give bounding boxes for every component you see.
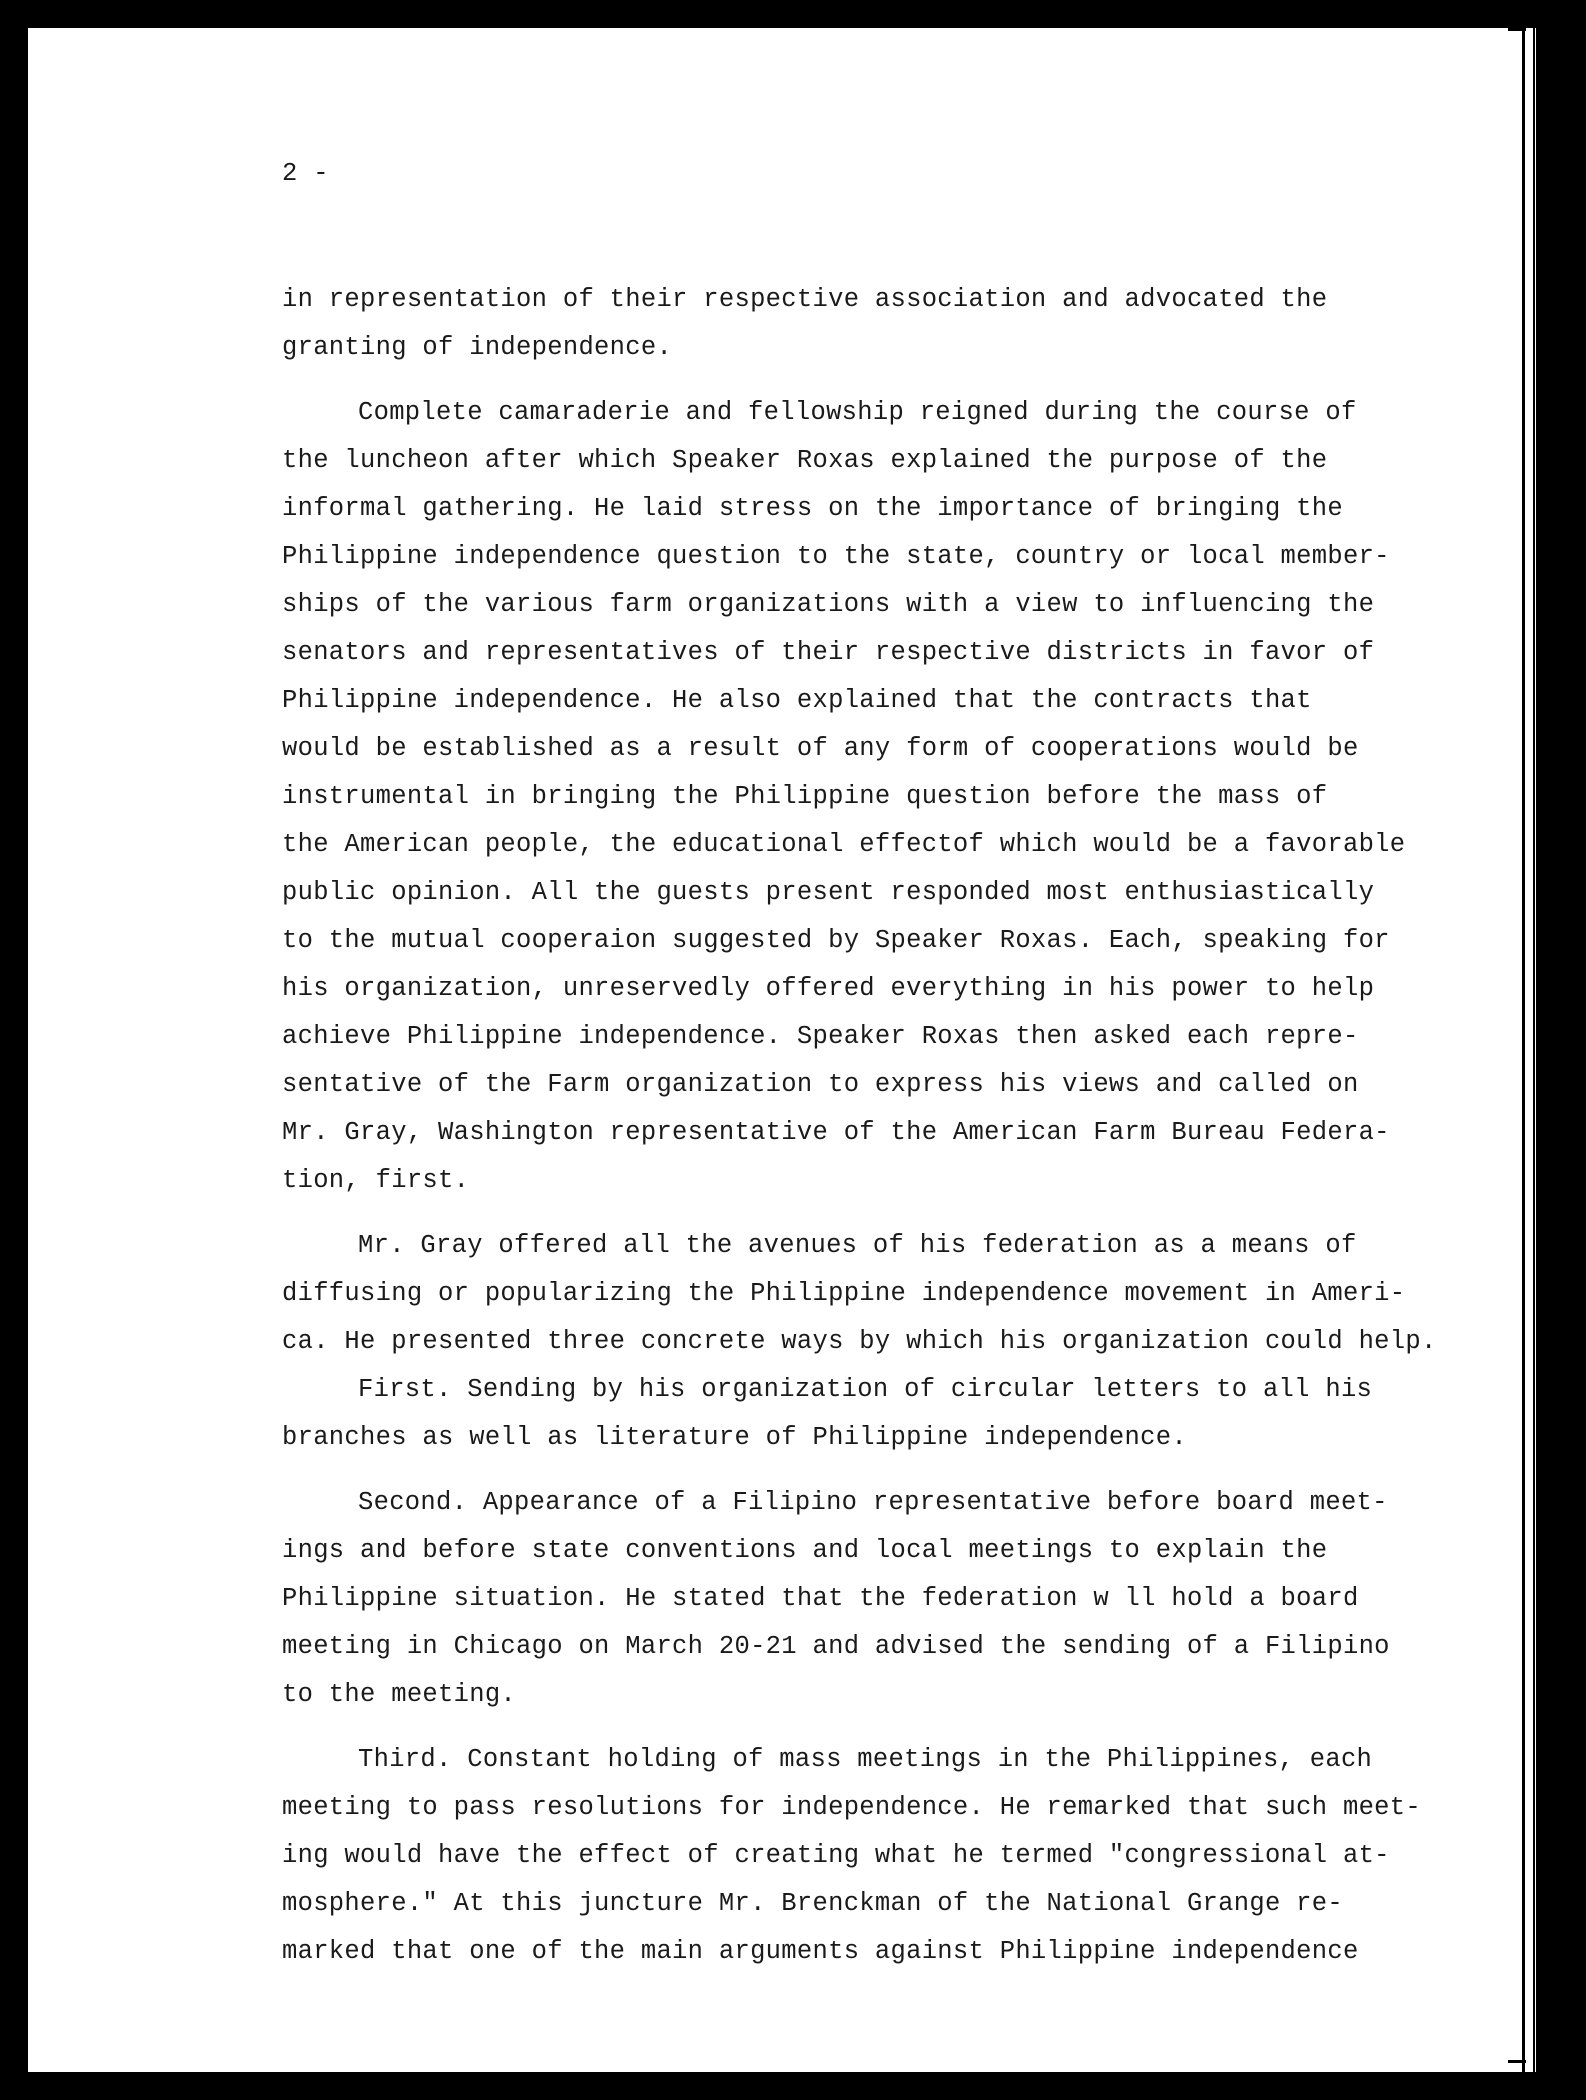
text-line: Complete camaraderie and fellowship reigned during the course of <box>358 398 1357 427</box>
paragraph <box>282 1479 1492 1719</box>
text-line: marked that one of the main arguments against Philippine independence <box>282 1937 1359 1966</box>
text-line: achieve Philippine independence. Speaker Roxas then asked each repre- <box>282 1022 1359 1051</box>
text-line: public opinion. All the guests present responded most enthusiastically <box>282 878 1375 907</box>
text-line: Third. Constant holding of mass meetings in the Philippines, each <box>358 1745 1373 1774</box>
paragraph <box>282 1366 1492 1462</box>
page-number: 2 - <box>282 159 329 188</box>
paper-edge-shadow <box>1522 28 1525 2072</box>
paper-edge-shadow-outer <box>1533 28 1535 2072</box>
text-line: in representation of their respective association and advocated the <box>282 285 1328 314</box>
text-line: ships of the various farm organizations with a view to influencing the <box>282 590 1375 619</box>
paragraph <box>282 1222 1492 1366</box>
text-line: to the mutual cooperaion suggested by Speaker Roxas. Each, speaking for <box>282 926 1390 955</box>
text-line: to the meeting. <box>282 1680 517 1709</box>
text-line: his organization, unreservedly offered everything in his power to help <box>282 974 1375 1003</box>
text-line: Philippine independence question to the state, country or local member- <box>282 542 1390 571</box>
text-line: instrumental in bringing the Philippine question before the mass of <box>282 782 1328 811</box>
top-edge-mark <box>1508 28 1526 31</box>
text-line: would be established as a result of any form of cooperations would be <box>282 734 1359 763</box>
text-line: granting of independence. <box>282 333 673 362</box>
text-line: Second. Appearance of a Filipino representative before board meet- <box>358 1488 1388 1517</box>
text-line: First. Sending by his organization of circular letters to all his <box>358 1375 1373 1404</box>
text-line: ings and before state conventions and local meetings to explain the <box>282 1536 1328 1565</box>
paragraph <box>282 1736 1492 1976</box>
paragraph-container <box>282 276 1492 1976</box>
text-line: Mr. Gray, Washington representative of the American Farm Bureau Federa- <box>282 1118 1390 1147</box>
text-line: the American people, the educational effectof which would be a favorable <box>282 830 1406 859</box>
text-line: sentative of the Farm organization to express his views and called on <box>282 1070 1359 1099</box>
text-line: ca. He presented three concrete ways by which his organization could help. <box>282 1327 1437 1356</box>
text-line: branches as well as literature of Philippine independence. <box>282 1423 1187 1452</box>
text-line: tion, first. <box>282 1166 470 1195</box>
paragraph <box>282 389 1492 1205</box>
paragraph <box>282 276 1492 372</box>
bottom-edge-mark <box>1508 2060 1526 2063</box>
text-line: the luncheon after which Speaker Roxas explained the purpose of the <box>282 446 1328 475</box>
text-line: Philippine situation. He stated that the federation w ll hold a board <box>282 1584 1359 1613</box>
text-line: senators and representatives of their respective districts in favor of <box>282 638 1375 667</box>
text-line: Mr. Gray offered all the avenues of his federation as a means of <box>358 1231 1357 1260</box>
text-line: Philippine independence. He also explained that the contracts that <box>282 686 1312 715</box>
text-line: meeting in Chicago on March 20-21 and advised the sending of a Filipino <box>282 1632 1390 1661</box>
text-line: meeting to pass resolutions for independence. He remarked that such meet- <box>282 1793 1421 1822</box>
text-line: informal gathering. He laid stress on the importance of bringing the <box>282 494 1343 523</box>
text-line: ing would have the effect of creating what he termed "congressional at- <box>282 1841 1390 1870</box>
document-body <box>282 150 1492 1993</box>
text-line: diffusing or popularizing the Philippine independence movement in Ameri- <box>282 1279 1406 1308</box>
text-line: mosphere." At this juncture Mr. Brenckman of the National Grange re- <box>282 1889 1343 1918</box>
